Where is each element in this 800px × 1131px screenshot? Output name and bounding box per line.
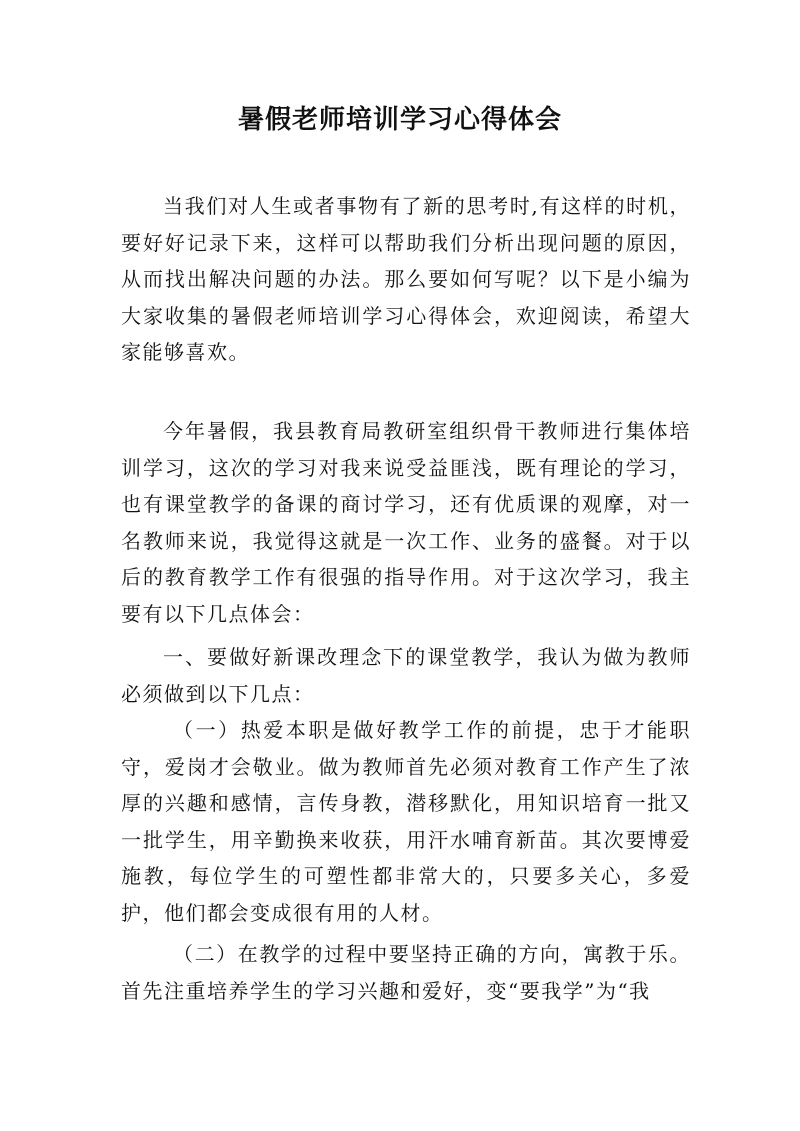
document-title: 暑假老师培训学习心得体会 <box>237 105 562 135</box>
paragraph-point-two: （二）在教学的过程中要坚持正确的方向，寓教于乐。首先注重培养学生的学习兴趣和爱好，变“要我学”为“我 <box>121 942 691 1003</box>
paragraph-point-one: （一）热爱本职是做好教学工作的前提，忠于才能职守，爱岗才会敬业。做为教师首先必须对教育工作产生了浓厚的兴趣和感情，言传身教，潜移默化，用知识培育一批又一批学生，用辛勤换来收获，用汗水哺育新苗。其次要博爱施教，每位学生的可塑性都非常大的，只要多关心，多爱护，他们都会变成很有用的人材。 <box>121 718 691 925</box>
paragraph-intro: 当我们对人生或者事物有了新的思考时,有这样的时机，要好好记录下来，这样可以帮助我们分析出现问题的原因，从而找出解决问题的办法。那么要如何写呢？以下是小编为大家收集的暑假老师培训学习心得体会，欢迎阅读，希望大家能够喜欢。 <box>121 194 691 364</box>
paragraph-section-one: 一、要做好新课改理念下的课堂教学，我认为做为教师必须做到以下几点： <box>121 645 691 706</box>
paragraph-summer-training: 今年暑假，我县教育局教研室组织骨干教师进行集体培训学习，这次的学习对我来说受益匪浅，既有理论的学习，也有课堂教学的备课的商讨学习，还有优质课的观摩，对一名教师来说，我觉得这就是一次工作、业务的盛餐。对于以后的教育教学工作有很强的指导作用。对于这次学习，我主要有以下几点体会： <box>121 419 691 626</box>
